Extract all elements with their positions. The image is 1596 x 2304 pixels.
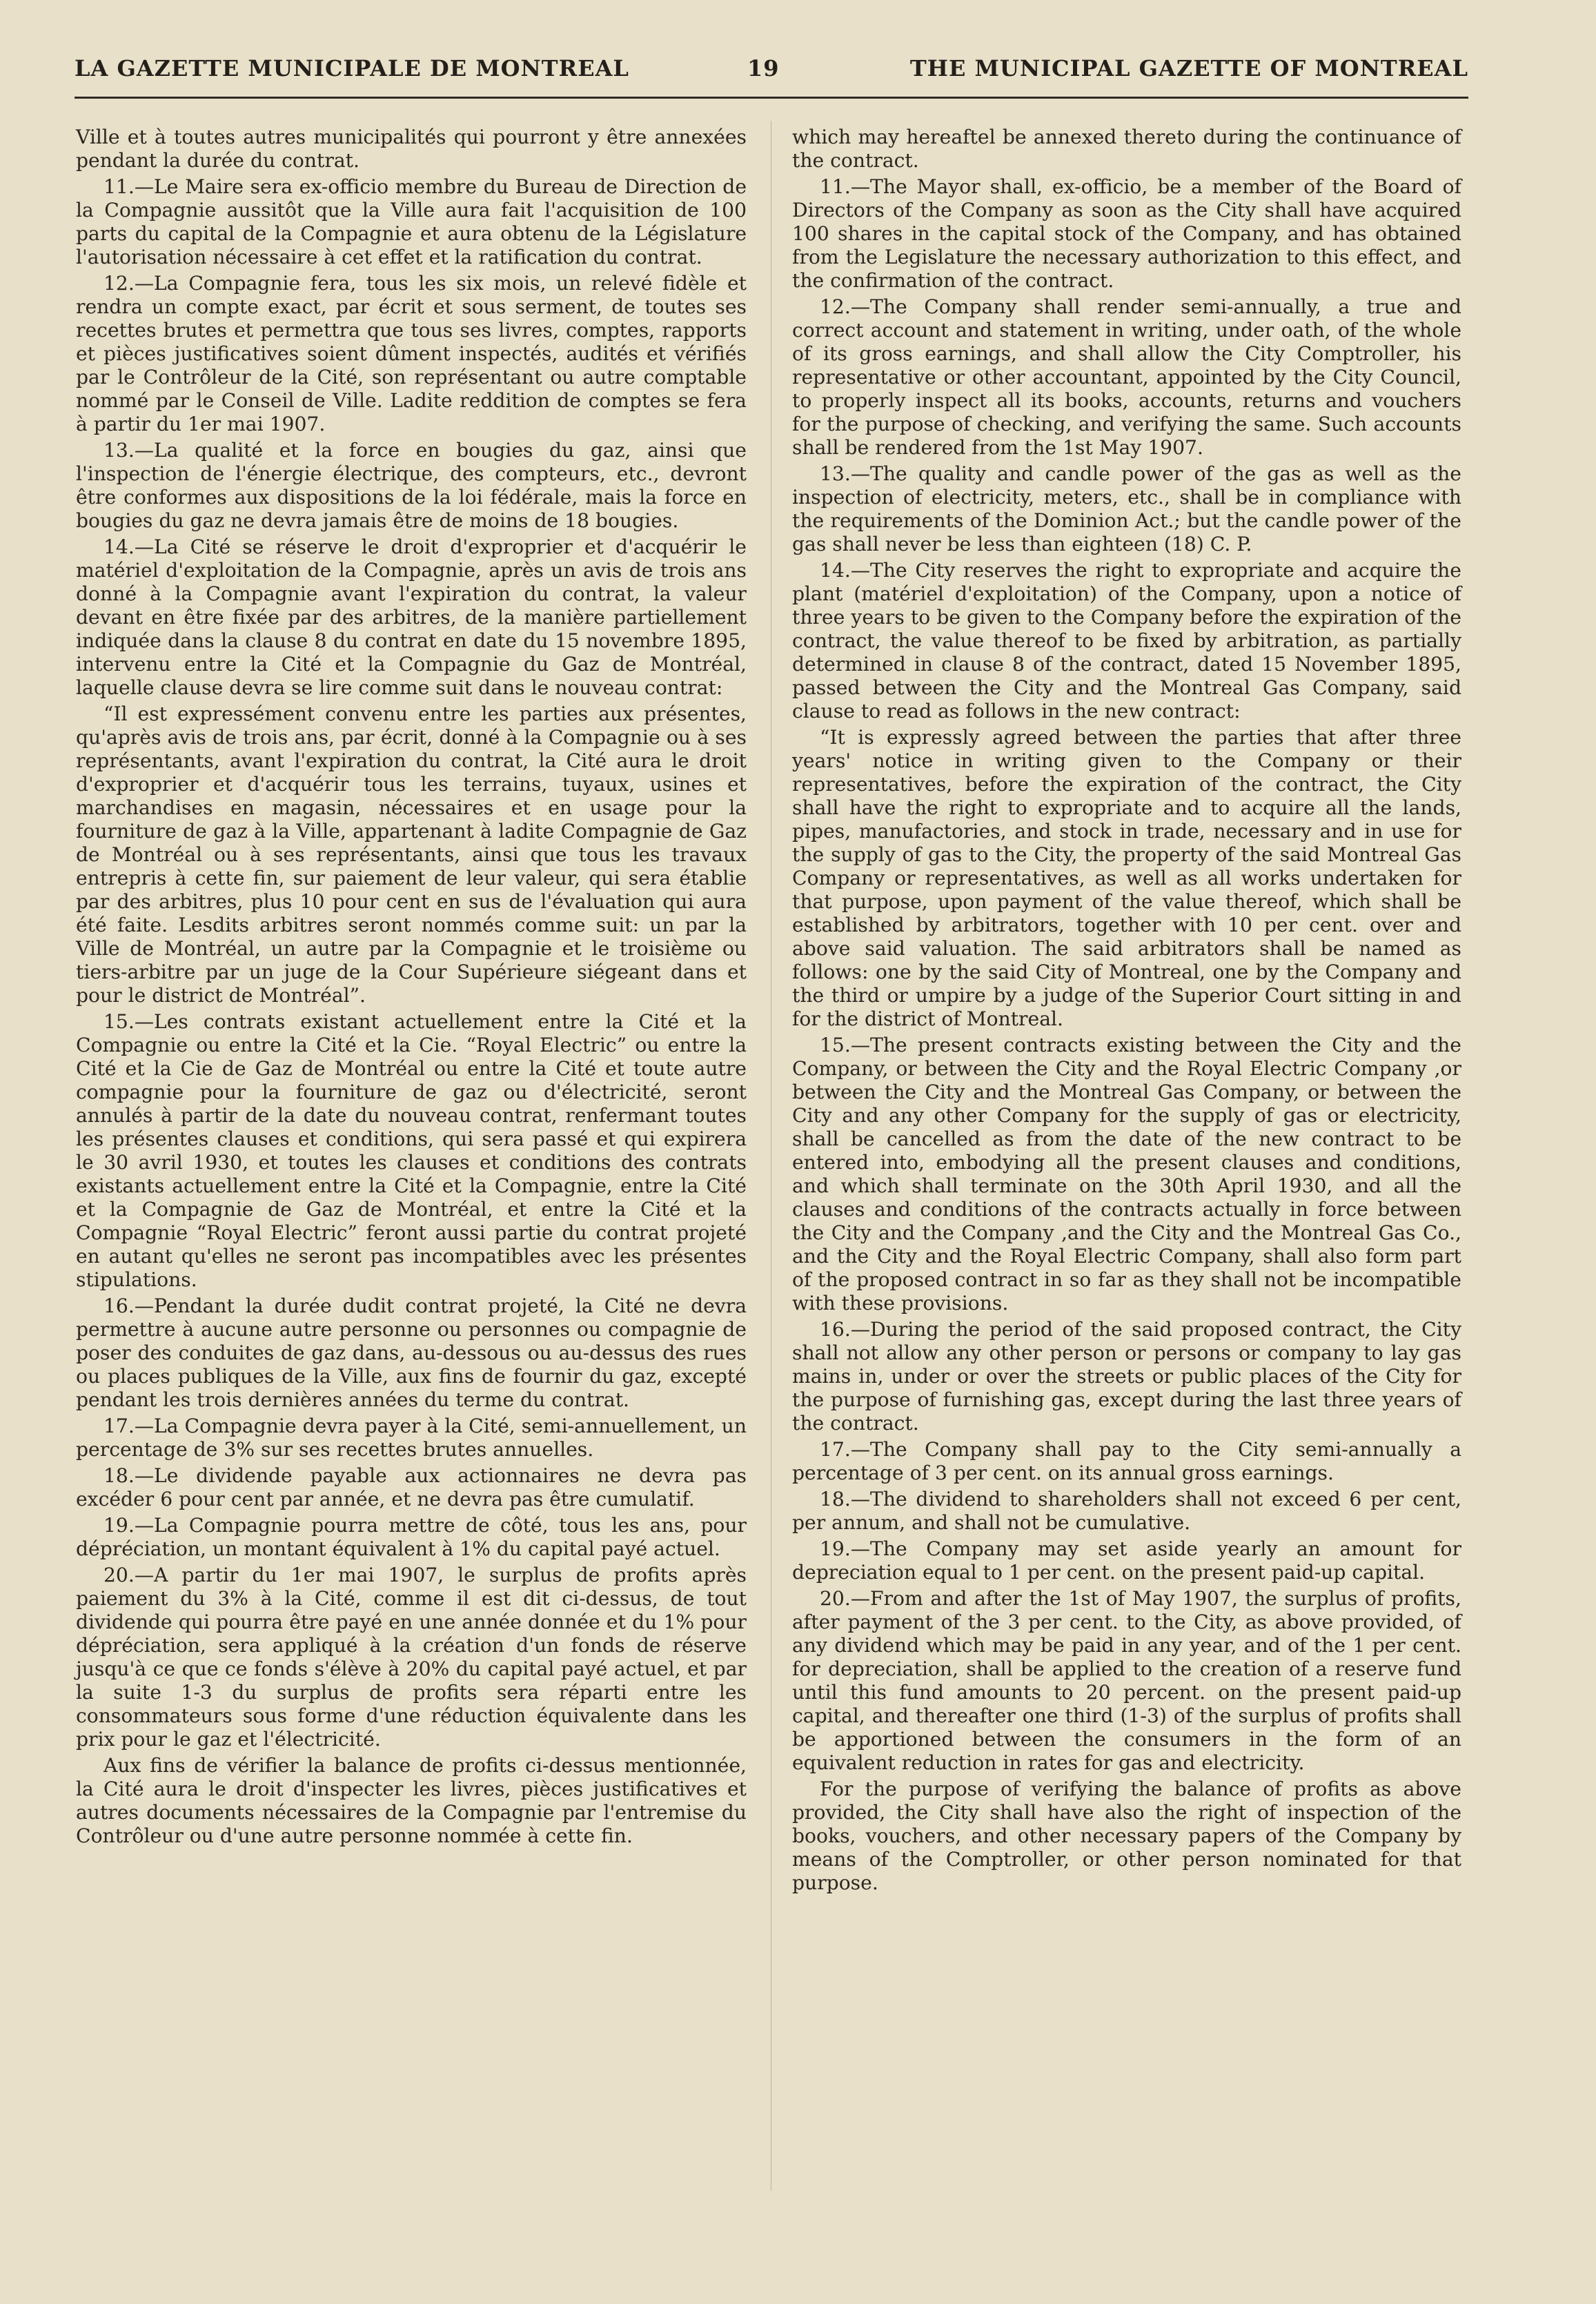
french-paragraph: 13.—La qualité et la force en bougies du gaz, ainsi que l'inspection de l'énergie électrique, des compteurs, etc., devront être conformes aux dispositions de la loi fédérale, mais la force en bougies du gaz ne devra jamais être de moins de 18 bougies. [76,439,747,532]
english-paragraph: 18.—The dividend to shareholders shall not exceed 6 per cent, per annum, and shall not be cumulative. [792,1488,1461,1534]
english-paragraph: 16.—During the period of the said proposed contract, the City shall not allow any other person or persons or company to lay gas mains in, under or over the streets or public places of the City for the purpose of furnishing gas, except during the last three years of the contract. [792,1318,1461,1435]
english-paragraph: 13.—The quality and candle power of the gas as well as the inspection of electricity, meters, etc., shall be in compliance with the requirements of the Dominion Act.; but the candle power of the gas shall never be less than eighteen (18) C. P. [792,462,1461,555]
french-paragraph: 12.—La Compagnie fera, tous les six mois, un relevé fidèle et rendra un compte exact, par écrit et sous serment, de toutes ses recettes brutes et permettra que tous ses livres, comptes, rapports et pièces justificatives soient dûment inspectés, audités et vérifiés par le Contrôleur de la Cité, son représentant ou autre comptable nommé par le Conseil de Ville. Ladite reddition de comptes se fera à partir du 1er mai 1907. [76,272,747,435]
french-paragraph: 18.—Le dividende payable aux actionnaires ne devra pas excéder 6 pour cent par année, et ne devra pas être cumulatif. [76,1464,747,1510]
french-paragraph: 17.—La Compagnie devra payer à la Cité, semi-annuellement, un percentage de 3% sur ses recettes brutes annuelles. [76,1415,747,1461]
french-paragraph: 16.—Pendant la durée dudit contrat projeté, la Cité ne devra permettre à aucune autre personne ou personnes ou compagnie de poser des conduites de gaz dans, au-dessous ou au-dessus des rues ou places publiques de la Ville, aux fins de fournir du gaz, excepté pendant les trois dernières années du terme du contrat. [76,1294,747,1411]
english-paragraph: “It is expressly agreed between the parties that after three years' notice in writing given to the Company or their representatives, before the expiration of the contract, the City shall have the right to expropriate and to acquire all the lands, pipes, manufactories, and stock in trade, necessary and in use for the supply of gas to the City, the property of the said Montreal Gas Company or representatives, as well as all works undertaken for that purpose, upon payment of the value thereof, which shall be established by arbitrators, together with 10 per cent. over and above said valuation. The said arbitrators shall be named as follows: one by the said City of Montreal, one by the Company and the third or umpire by a judge of the Superior Court sitting in and for the district of Montreal. [792,726,1461,1030]
english-paragraph: 20.—From and after the 1st of May 1907, the surplus of profits, after payment of the 3 per cent. to the City, as above provided, of any dividend which may be paid in any year, and of the 1 per cent. for depreciation, shall be applied to the creation of a reserve fund until this fund amounts to 20 percent. on the present paid-up capital, and thereafter one third (1-3) of the surplus of profits shall be apportioned between the consumers in the form of an equivalent reduction in rates for gas and electricity. [792,1587,1461,1774]
french-paragraph: Ville et à toutes autres municipalités qui pourront y être annexées pendant la durée du contrat. [76,126,747,172]
header-english-title: THE MUNICIPAL GAZETTE OF MONTREAL [909,55,1468,81]
header-french-title: LA GAZETTE MUNICIPALE DE MONTREAL [75,55,629,81]
french-paragraph: Aux fins de vérifier la balance de profits ci-dessus mentionnée, la Cité aura le droit d'inspecter les livres, pièces justificatives et autres documents nécessaires de la Compagnie par l'entremise du Contrôleur ou d'une autre personne nommée à cette fin. [76,1754,747,1847]
english-paragraph: 15.—The present contracts existing between the City and the Company, or between the City and the Royal Electric Company ,or between the City and the Montreal Gas Company, or between the City and any other Company for the supply of gas or electricity, shall be cancelled as from the date of the new contract to be entered into, embodying all the present clauses and conditions, and which shall terminate on the 30th April 1930, and all the clauses and conditions of the contracts actually in force between the City and the Company ,and the City and the Montreal Gas Co., and the City and the Royal Electric Company, shall also form part of the proposed contract in so far as they shall not be incompatible with these provisions. [792,1034,1461,1315]
french-paragraph: 19.—La Compagnie pourra mettre de côté, tous les ans, pour dépréciation, un montant équivalent à 1% du capital payé actuel. [76,1514,747,1560]
english-paragraph: 14.—The City reserves the right to expropriate and acquire the plant (matériel d'exploitation) of the Company, upon a notice of three years to be given to the Company before the expiration of the contract, the value thereof to be fixed by arbitration, as partially determined in clause 8 of the contract, dated 15 November 1895, passed between the City and the Montreal Gas Company, said clause to read as follows in the new contract: [792,559,1461,722]
french-paragraph: 20.—A partir du 1er mai 1907, le surplus de profits après paiement du 3% à la Cité, comme il est dit ci-dessus, de tout dividende qui pourra être payé en une année donnée et du 1% pour dépréciation, sera appliqué à la création d'un fonds de réserve jusqu'à ce que ce fonds s'élève à 20% du capital payé actuel, et par la suite 1-3 du surplus de profits sera réparti entre les consommateurs sous forme d'une réduction équivalente dans les prix pour le gaz et l'électricité. [76,1564,747,1751]
french-paragraph: “Il est expressément convenu entre les parties aux présentes, qu'après avis de trois ans, par écrit, donné à la Compagnie ou à ses représentants, avant l'expiration du contrat, la Cité aura le droit d'exproprier et d'acquérir tous les terrains, tuyaux, usines et marchandises en magasin, nécessaires et en usage pour la fourniture de gaz à la Ville, appartenant à ladite Compagnie de Gaz de Montréal ou à ses représentants, ainsi que tous les travaux entrepris à cette fin, sur paiement de leur valeur, qui sera établie par des arbitres, plus 10 pour cent en sus de l'évaluation qui aura été faite. Lesdits arbitres seront nommés comme suit: un par la Ville de Montréal, un autre par la Compagnie et le troisième ou tiers-arbitre par un juge de la Cour Supérieure siégeant dans et pour le district de Montréal”. [76,702,747,1007]
french-paragraph: 15.—Les contrats existant actuellement entre la Cité et la Compagnie ou entre la Cité et la Cie. “Royal Electric” ou entre la Cité et la Cie de Gaz de Montréal ou entre la Cité et toute autre compagnie pour la fourniture de gaz ou d'électricité, seront annulés à partir de la date du nouveau contrat, renfermant toutes les présentes clauses et conditions, qui sera passé et qui expirera le 30 avril 1930, et toutes les clauses et conditions des contrats existants actuellement entre la Cité et la Compagnie, entre la Cité et la Compagnie de Gaz de Montréal, et entre la Cité et la Compagnie “Royal Electric” feront aussi partie du contrat projeté en autant qu'elles ne seront pas incompatibles avec les présentes stipulations. [76,1010,747,1291]
english-paragraph: 12.—The Company shall render semi-annually, a true and correct account and statement in writing, under oath, of the whole of its gross earnings, and shall allow the City Comptroller, his representative or other accountant, appointed by the City Council, to properly inspect all its books, accounts, returns and vouchers for the purpose of checking, and verifying the same. Such accounts shall be rendered from the 1st May 1907. [792,295,1461,459]
header-rule [75,97,1468,99]
page-header [75,55,1468,88]
french-paragraph: 11.—Le Maire sera ex-officio membre du Bureau de Direction de la Compagnie aussitôt que la Ville aura fait l'acquisition de 100 parts du capital de la Compagnie et aura obtenu de la Législature l'autorisation nécessaire à cet effet et la ratification du contrat. [76,175,747,268]
page-number: 19 [747,55,780,81]
english-column [792,126,1461,1898]
french-column [76,126,747,1851]
english-paragraph: For the purpose of verifying the balance of profits as above provided, the City shall have also the right of inspection of the books, vouchers, and other necessary papers of the Company by means of the Comptroller, or other person nominated for that purpose. [792,1778,1461,1894]
english-paragraph: which may hereaftel be annexed thereto during the continuance of the contract. [792,126,1461,172]
english-paragraph: 19.—The Company may set aside yearly an amount for depreciation equal to 1 per cent. on the present paid-up capital. [792,1537,1461,1584]
french-paragraph: 14.—La Cité se réserve le droit d'exproprier et d'acquérir le matériel d'exploitation de la Compagnie, après un avis de trois ans donné à la Compagnie avant l'expiration du contrat, la valeur devant en être fixée par des arbitres, de la manière partiellement indiquée dans la clause 8 du contrat en date du 15 novembre 1895, intervenu entre la Cité et la Compagnie du Gaz de Montréal, laquelle clause devra se lire comme suit dans le nouveau contrat: [76,535,747,699]
english-paragraph: 17.—The Company shall pay to the City semi-annually a percentage of 3 per cent. on its annual gross earnings. [792,1438,1461,1484]
english-paragraph: 11.—The Mayor shall, ex-officio, be a member of the Board of Directors of the Company as soon as the City shall have acquired 100 shares in the capital stock of the Company, and has obtained from the Legislature the necessary authorization to this effect, and the confirmation of the contract. [792,175,1461,292]
